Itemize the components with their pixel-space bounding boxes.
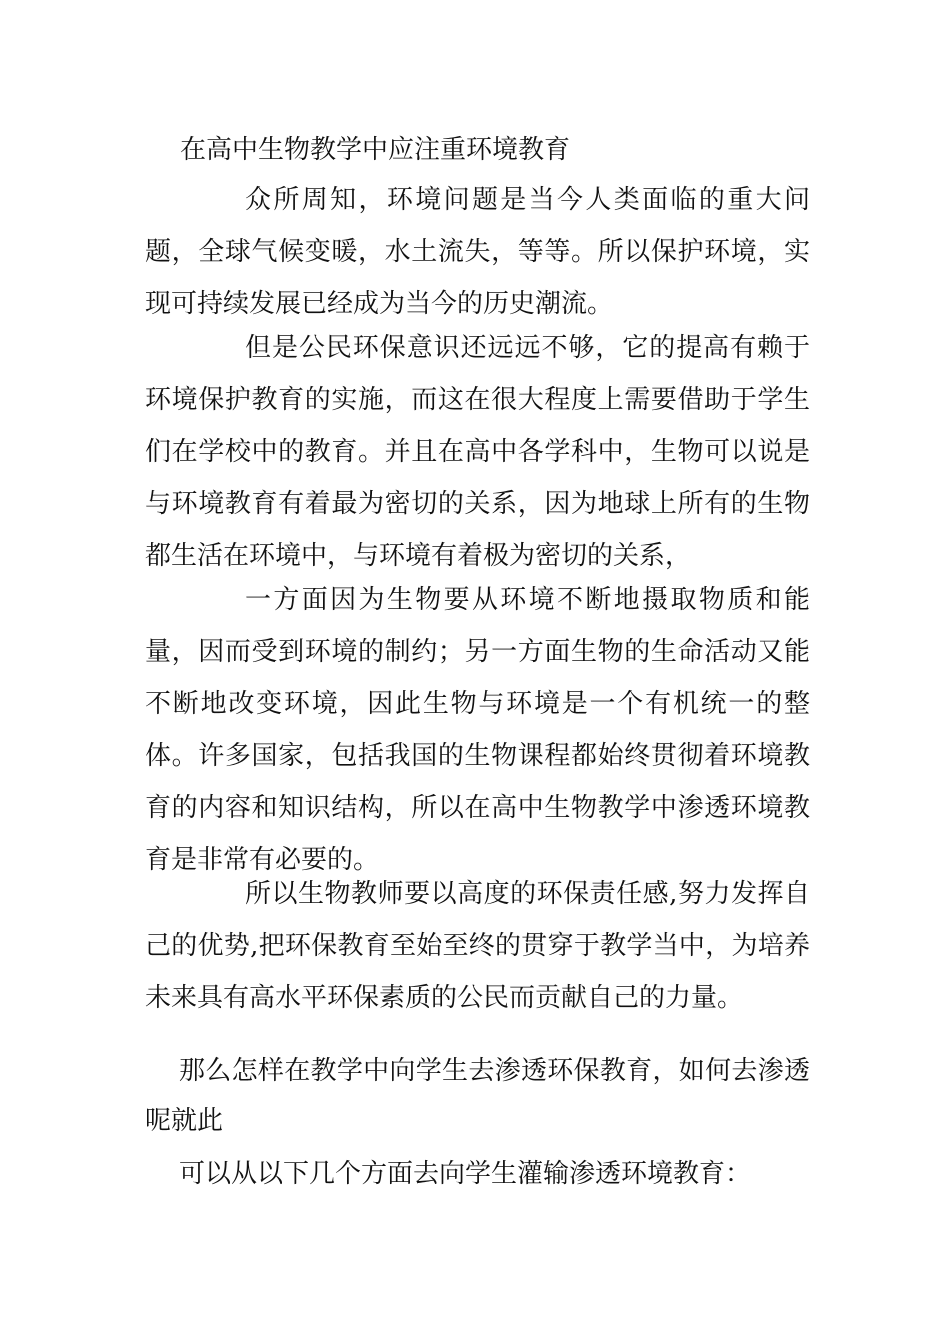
paragraph-3: 一方面因为生物要从环境不断地摄取物质和能量，因而受到环境的制约；另一方面生物的生命活动又能不断地改变环境，因此生物与环境是一个有机统一的整体。许多国家，包括我国的生物课程都始终贯彻着环境教育的内容和知识结构，所以在高中生物教学中渗透环境教育是非常有必要的。: [145, 585, 810, 875]
paragraph-1: 众所周知，环境问题是当今人类面临的重大问题，全球气候变暖，水土流失，等等。所以保护环境，实现可持续发展已经成为当今的历史潮流。: [145, 185, 810, 319]
paragraph-4: 所以生物教师要以高度的环保责任感,努力发挥自己的优势,把环保教育至始至终的贯穿于教学当中，为培养未来具有高水平环保素质的公民而贡献自己的力量。: [145, 879, 810, 1013]
paragraph-5: 那么怎样在教学中向学生去渗透环保教育，如何去渗透呢就此: [145, 1056, 810, 1136]
document-title: 在高中生物教学中应注重环境教育: [180, 135, 571, 165]
paragraph-2: 但是公民环保意识还远远不够，它的提高有赖于环境保护教育的实施，而这在很大程度上需要借助于学生们在学校中的教育。并且在高中各学科中，生物可以说是与环境教育有着最为密切的关系，因为地球上所有的生物都生活在环境中，与环境有着极为密切的关系，: [145, 333, 810, 571]
paragraph-6: 可以从以下几个方面去向学生灌输渗透环境教育：: [179, 1159, 752, 1189]
